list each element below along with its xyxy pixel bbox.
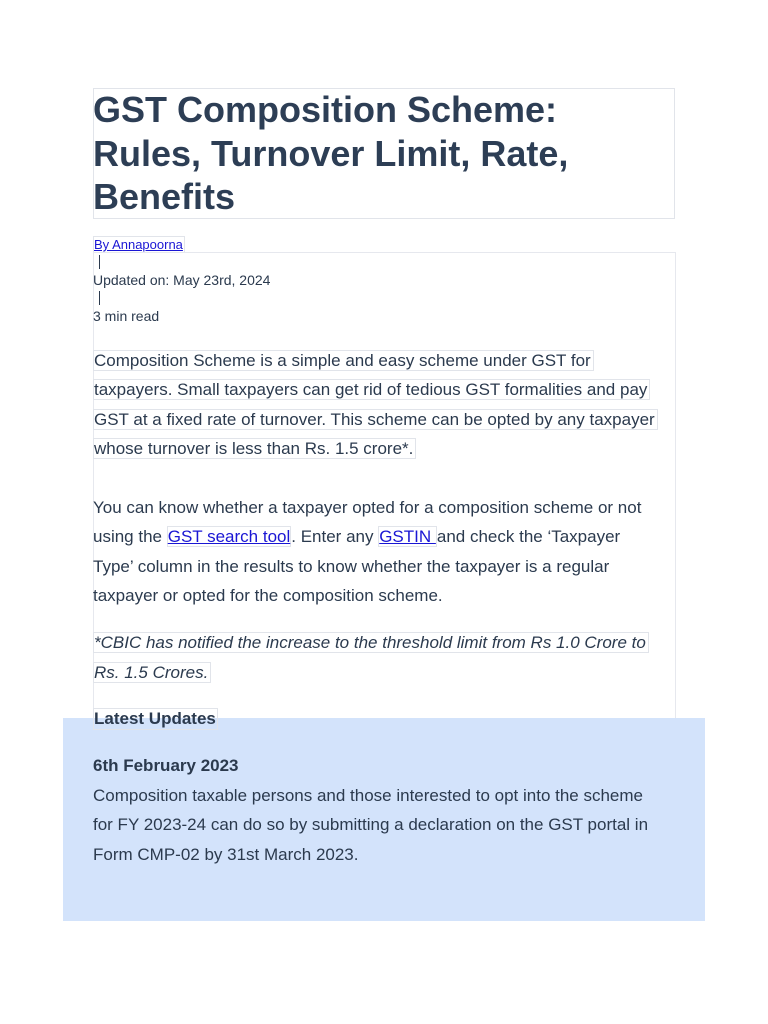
threshold-note — [93, 628, 649, 687]
search-line: You can know whether a taxpayer opted for a composition scheme or not — [93, 498, 642, 517]
gst-search-tool-link[interactable]: GST search tool — [167, 527, 291, 547]
page-title: GST Composition Scheme: Rules, Turnover Limit, Rate, Benefits — [93, 89, 569, 217]
author-link[interactable]: By Annapoorna — [94, 237, 183, 252]
gstin-link[interactable]: GSTIN — [379, 527, 436, 547]
updated-date: Updated on: May 23rd, 2024 — [93, 272, 271, 288]
search-text: . Enter any — [291, 527, 379, 547]
update-text — [93, 781, 683, 869]
update-line: for FY 2023-24 can do so by submitting a declaration on the GST portal in — [93, 815, 649, 835]
search-line: taxpayer or opted for the composition scheme. — [93, 585, 443, 605]
intro-line: Composition Scheme is a simple and easy scheme under GST for — [93, 350, 594, 371]
search-text: using the — [93, 527, 167, 547]
search-line: Type’ column in the results to know whether the taxpayer is a regular — [93, 556, 610, 576]
latest-updates-heading: Latest Updates — [94, 709, 216, 728]
note-line: Rs. 1.5 Crores. — [93, 662, 211, 683]
intro-line: whose turnover is less than Rs. 1.5 crore*. — [93, 438, 416, 459]
meta-separator — [99, 291, 100, 305]
read-time: 3 min read — [93, 308, 160, 324]
intro-line: GST at a fixed rate of turnover. This scheme can be opted by any taxpayer — [93, 409, 658, 430]
search-text: and check the ‘Taxpayer — [436, 527, 621, 547]
update-line: Form CMP-02 by 31st March 2023. — [93, 844, 359, 864]
intro-paragraph — [93, 346, 658, 463]
intro-line: taxpayers. Small taxpayers can get rid of tedious GST formalities and pay — [93, 379, 650, 400]
update-line: Composition taxable persons and those interested to opt into the scheme — [93, 786, 644, 805]
note-line: *CBIC has notified the increase to the threshold limit from Rs 1.0 Crore to — [93, 632, 649, 653]
meta-separator — [99, 255, 100, 269]
update-date: 6th February 2023 — [93, 756, 239, 775]
search-paragraph — [93, 493, 641, 610]
search-line-with-links — [93, 522, 641, 551]
